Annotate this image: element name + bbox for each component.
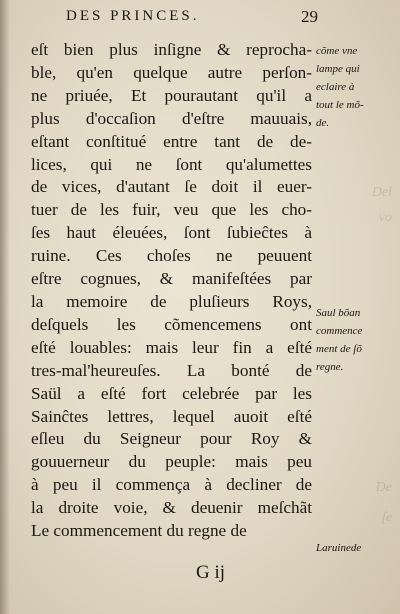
show-through-text: De bbox=[375, 480, 392, 495]
body-line: Saül a eſté fort celebrée par les bbox=[31, 383, 312, 403]
marginal-note-line: commence bbox=[316, 325, 363, 337]
body-line: tres-mal'heureuſes. La bonté de bbox=[31, 360, 312, 380]
show-through-text: Del bbox=[371, 185, 392, 200]
marginal-note-line: Saul bõan bbox=[316, 307, 361, 319]
catchword: Laruinede bbox=[316, 542, 362, 554]
marginal-note-line: cõme vne bbox=[316, 45, 358, 57]
body-line: Sainĉtes lettres, lequel auoit eſté bbox=[31, 406, 312, 426]
page-gutter-shadow bbox=[0, 0, 10, 614]
body-line: à peu il commença à decliner de bbox=[31, 475, 312, 495]
body-line: gouuerneur du peuple: mais peu bbox=[31, 452, 312, 472]
page-header bbox=[58, 7, 318, 29]
marginal-note-line: tout le mõ- bbox=[316, 99, 364, 111]
body-line: eſt bien plus inſigne & reprocha- bbox=[31, 40, 312, 59]
body-line: eſleu du Seigneur pour Roy & bbox=[31, 429, 312, 449]
marginal-note-line: lampe qui bbox=[316, 63, 360, 75]
signature-mark: G ij bbox=[196, 562, 226, 583]
show-through-text: ſe bbox=[381, 510, 392, 525]
body-line: ne priuée, Et pourautant qu'il a bbox=[31, 85, 312, 105]
body-line: Le commencement du regne de bbox=[31, 521, 247, 541]
marginal-note-line: eclaire à bbox=[316, 81, 355, 93]
body-line: ſes haut éleuées, ſont ſubieĉtes à bbox=[31, 223, 312, 243]
body-text bbox=[31, 39, 312, 543]
body-line: tuer de les fuir, veu que les cho- bbox=[31, 200, 312, 220]
page-number: 29 bbox=[301, 7, 318, 26]
body-line: ruine. Ces choſes ne peuuent bbox=[31, 246, 312, 266]
body-line: eſté louables: mais leur fin a eſté bbox=[31, 337, 312, 357]
marginal-note-line: de. bbox=[316, 117, 330, 129]
body-line: la memoire de pluſieurs Roys, bbox=[31, 291, 312, 311]
marginal-note-line: ment de ſõ bbox=[316, 343, 362, 355]
running-head: DES PRINCES. bbox=[66, 8, 200, 24]
body-line: deſquels les cõmencemens ont bbox=[31, 314, 312, 334]
show-through-text: vo bbox=[378, 210, 392, 225]
body-line: lices, qui ne ſont qu'alumettes bbox=[31, 154, 312, 174]
body-line: de vices, d'autant ſe doit il euer- bbox=[31, 177, 312, 197]
body-line: ble, qu'en quelque autre perſon- bbox=[31, 62, 312, 82]
marginal-note bbox=[316, 304, 396, 376]
body-line: la droite voie, & deuenir meſchãt bbox=[31, 498, 312, 518]
body-line: plus d'occaſion d'eſtre mauuais, bbox=[31, 108, 312, 128]
marginal-note bbox=[316, 42, 396, 132]
marginal-note-line: regne. bbox=[316, 361, 344, 373]
body-line: eſtant conſtitué entre tant de de- bbox=[31, 131, 312, 151]
body-line: eſtre cognues, & manifeſtées par bbox=[31, 269, 312, 289]
